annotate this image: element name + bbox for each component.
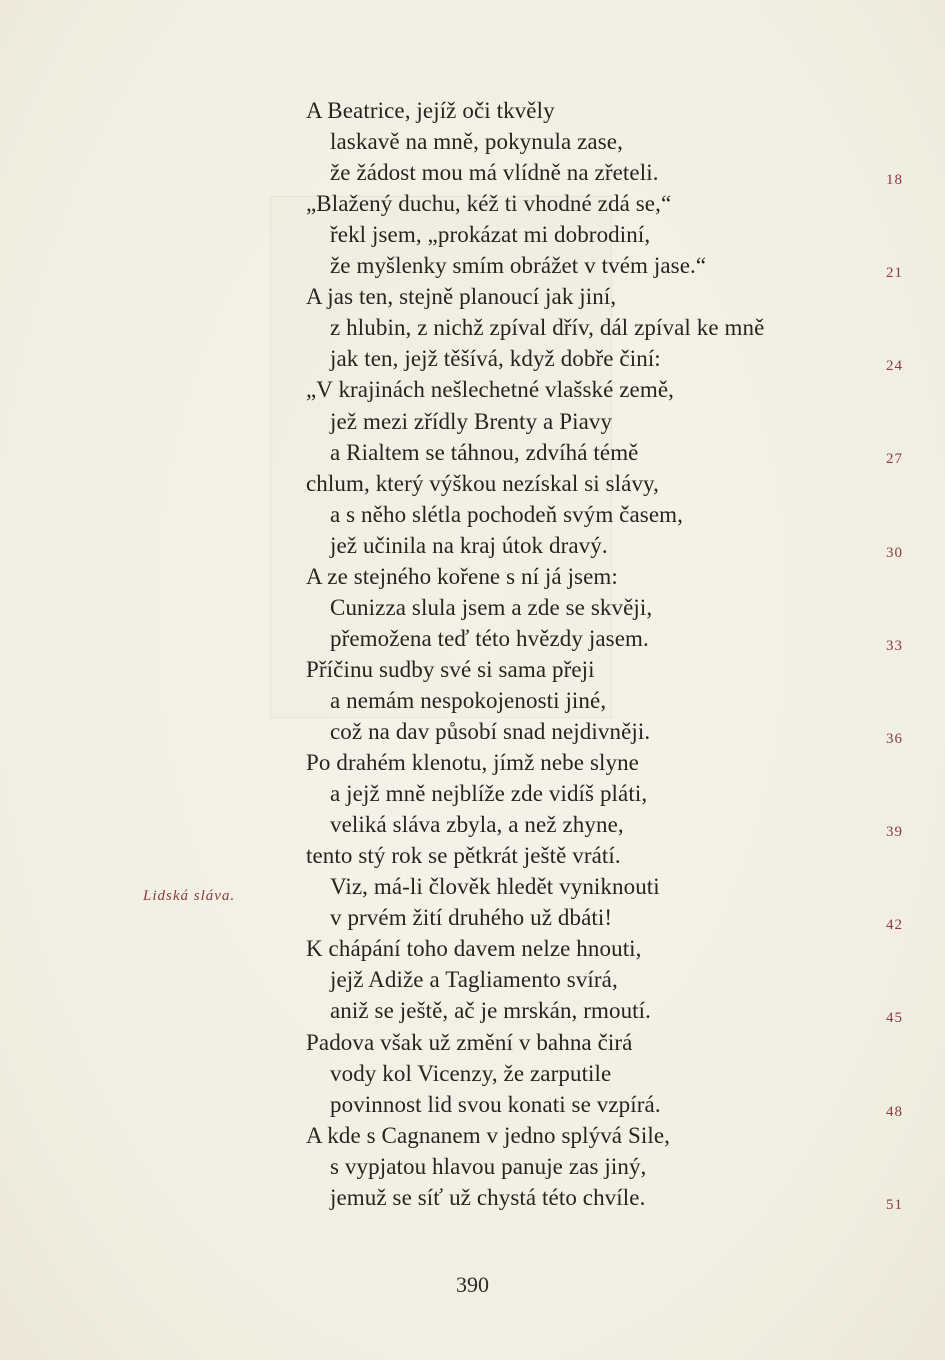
verse-line: a nemám nespokojenosti jiné, [330,687,607,713]
verse-line: K chápání toho davem nelze hnouti, [306,936,642,962]
line-number: 48 [886,1103,903,1120]
verse-line: chlum, který výškou nezískal si slávy, [306,470,659,496]
page-number: 390 [456,1272,489,1297]
verse-line: že žádost mou má vlídně na zřeteli. [330,160,659,186]
verse-line: „V krajinách nešlechetné vlašské země, [306,377,675,403]
verse-line: jejž Adiže a Tagliamento svírá, [330,967,618,993]
verse-line: Padova však už změní v bahna čirá [306,1029,633,1055]
verse-line: tento stý rok se pětkrát ještě vrátí. [306,843,621,869]
verse-line: v prvém žití druhého už dbáti! [330,905,613,931]
verse-line: a jejž mně nejblíže zde vidíš pláti, [330,781,648,807]
verse-line: A jas ten, stejně planoucí jak jiní, [306,284,617,310]
line-number: 45 [886,1010,903,1027]
verse-line: laskavě na mně, pokynula zase, [330,129,623,155]
verse-line: povinnost lid svou konati se vzpírá. [330,1091,661,1117]
line-number: 21 [886,265,903,282]
line-number: 42 [886,917,903,934]
verse-line: což na dav působí snad nejdivněji. [330,719,651,744]
verse-line: s vypjatou hlavou panuje zas jiný, [330,1153,647,1179]
verse-line: Viz, má-li člověk hledět vyniknouti [330,874,660,900]
verse-line: Cunizza slula jsem a zde se skvěji, [330,594,653,620]
verse-line: Příčinu sudby své si sama přeji [306,656,595,682]
verse-line: „Blažený duchu, kéž ti vhodné zdá se,“ [306,191,672,217]
line-number: 51 [886,1196,903,1213]
line-number: 18 [886,172,903,188]
line-number: 24 [886,358,903,375]
verse-line: a s něho slétla pochodeň svým časem, [330,501,683,527]
verse-line: jež mezi zřídly Brenty a Piavy [330,408,613,434]
margin-note: Lidská sláva. [143,888,236,904]
verse-line: A Beatrice, jejíž oči tkvěly [306,98,555,123]
verse-line: z hlubin, z nichž zpíval dřív, dál zpíval ke mně [330,315,765,341]
verse-line: Po drahém klenotu, jímž nebe slyne [306,750,639,776]
verse-line: jež učinila na kraj útok dravý. [330,532,608,558]
verse-line: A kde s Cagnanem v jedno splývá Sile, [306,1122,670,1148]
verse-line: vody kol Vicenzy, že zarputile [330,1060,612,1086]
verse-line: řekl jsem, „prokázat mi dobrodiní, [330,222,651,248]
verse-line: že myšlenky smím obrážet v tvém jase.“ [330,253,707,279]
line-number: 33 [886,637,903,654]
verse-line: aniž se ještě, ač je mrskán, rmoutí. [330,998,652,1024]
verse-line: přemožena teď této hvězdy jasem. [330,625,649,651]
verse-line: veliká sláva zbyla, a než zhyne, [330,812,624,838]
verse-line: A ze stejného kořene s ní já jsem: [306,563,618,589]
verse-line: jemuž se síť už chystá této chvíle. [330,1184,646,1210]
line-number: 30 [886,544,903,561]
verse-line: jak ten, jejž těšívá, když dobře činí: [330,346,661,372]
verse-line: a Rialtem se táhnou, zdvíhá témě [330,439,639,465]
line-number: 36 [886,730,903,747]
line-number: 39 [886,824,903,841]
line-number: 27 [886,451,903,468]
